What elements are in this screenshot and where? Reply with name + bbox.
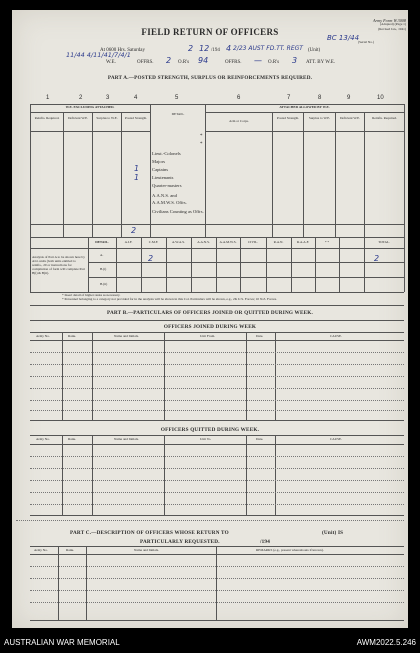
col-num-8: 8	[318, 95, 322, 101]
offrs2-value: —	[254, 56, 262, 65]
an-head-cmf: C.M.F.	[148, 240, 159, 244]
head-deficient-2: Deficient W.E.	[339, 116, 361, 120]
an-head-aans: A.A.N.S.	[197, 240, 210, 244]
serial-handwritten: BC 13/44	[327, 34, 360, 42]
ors-value: 94	[198, 56, 209, 65]
an-row-a: A.	[100, 253, 104, 257]
an-head-ran: R.A.N.	[273, 240, 284, 244]
rank-quartermasters: Quarter-masters	[152, 183, 182, 188]
col-num-10: 10	[377, 95, 384, 101]
head-reinfts-2: Reinfts. Required.	[372, 116, 397, 120]
we-excluding-heading: W.E. EXCLUDING ATTACHED.	[65, 105, 115, 109]
date-prefix: At 0600 Hrs. Saturday	[100, 48, 145, 53]
date-day: 2	[188, 44, 194, 53]
adapted-note: (Adapted) (Page 1)	[380, 22, 406, 26]
col-num-9: 9	[347, 95, 351, 101]
date-month: 12	[199, 44, 210, 53]
joined-heading: OFFICERS JOINED DURING WEEK	[163, 324, 257, 330]
part-c-heading-c: PARTICULARLY REQUESTED.	[140, 539, 220, 545]
footer-right-caption: AWM2022.5.246	[356, 638, 416, 647]
part-c-heading-a: PART C.—DESCRIPTION OF OFFICERS WHOSE RETURN TO	[70, 530, 229, 536]
offrs-value: 2	[166, 56, 172, 65]
quitted-heading: OFFICERS QUITTED DURING WEEK.	[160, 427, 260, 433]
col-num-1: 1	[46, 95, 50, 101]
part-c-col-remarks: REMARKS (e.g., present whereabouts if known).	[256, 548, 324, 552]
hand-lieutenants: 1	[134, 173, 140, 182]
year-suffix: 4	[226, 44, 232, 53]
att-label: ATT. BY W.E.	[306, 60, 336, 65]
rank-majors: Majors	[152, 159, 166, 164]
analysis-note: Analysis of Part A to be shown here by ALL units (both units entitled to reinfts., 20 or instructions for compilation of form will complete Part B(i) & B(ii).	[32, 255, 86, 275]
form-title: FIELD RETURN OF OFFICERS	[141, 27, 279, 37]
head-deficient-1: Deficient W.E.	[67, 116, 89, 120]
part-b-heading: PART B.—PARTICULARS OF OFFICERS JOINED OR QUITTED DURING WEEK.	[106, 310, 313, 316]
quitted-col-cause: CAUSE.	[330, 437, 342, 441]
col-num-5: 5	[175, 95, 179, 101]
col-num-7: 7	[287, 95, 291, 101]
an-head-raaf: R.A.A.F.	[296, 240, 310, 244]
head-posted-2: Posted Strength.	[276, 116, 300, 120]
hand-captains: 1	[134, 164, 140, 173]
head-surplus-1: Surplus to W.E.	[96, 116, 118, 120]
serial-label: (Serial No.)	[358, 40, 375, 44]
we-label: W.E.	[106, 60, 116, 65]
footnote-1: * Insert detail of higher ranks as necessary.	[62, 293, 121, 297]
revised-note: (Revised Jan., 1941)	[378, 26, 406, 31]
an-row-bii: B.(ii)	[100, 282, 108, 286]
rank-aamws: A.A.M.W.S. Offrs.	[152, 200, 187, 205]
an-head-other: * *	[324, 240, 330, 244]
head-arm-corps: Arm or Corps.	[229, 119, 249, 123]
ors2-label: O.R's	[268, 60, 280, 65]
head-posted-1: Posted Strength.	[124, 116, 148, 120]
head-detail: DETAIL.	[171, 112, 185, 116]
year-prefix: /194	[211, 48, 220, 53]
an-head-aif: A.I.F.	[124, 240, 133, 244]
rank-captains: Captains	[152, 167, 169, 172]
part-c-col-name: Name and Initials.	[134, 548, 159, 552]
quitted-col-army-no: Army No.	[36, 437, 50, 441]
attached-heading: ATTACHED ALLOWED BY W.E.	[279, 105, 330, 109]
an-head-awas: A.W.A.S.	[171, 240, 186, 244]
head-surplus-2: Surplus to W.E.	[308, 116, 331, 120]
hand-total-strength: 2	[131, 226, 137, 235]
footer-left-caption: AUSTRALIAN WAR MEMORIAL	[4, 638, 120, 647]
col-num-6: 6	[237, 95, 241, 101]
ors-label: O.R's	[178, 60, 190, 65]
an-row-bi: B.(i)	[100, 267, 107, 271]
joined-col-army-no: Army No.	[36, 334, 50, 338]
ors2-value: 3	[292, 56, 298, 65]
head-reinfts-1: Reinfts. Required.	[34, 116, 60, 120]
margin-handwritten: 11/44 4/11/41/7/4/1	[66, 51, 131, 59]
rank-aans: A.A.N.S. and	[152, 193, 177, 198]
quitted-col-rank: Rank.	[68, 437, 77, 441]
an-aif-value: 2	[148, 254, 154, 263]
footnote-2: * Personnel belonging to a category not provided for in the analysis will be shown in this Col. Particulars will be shown, e.g., 2K U.S. Forces; 10 N.Z. Forces.	[62, 297, 277, 301]
an-head-detail: DETAIL.	[95, 240, 109, 244]
joined-col-rank: Rank.	[68, 334, 77, 338]
an-head-total: TOTAL.	[378, 240, 390, 244]
joined-col-date: Date.	[256, 334, 264, 338]
col-num-4: 4	[134, 95, 138, 101]
offrs-label: OFFRS.	[137, 60, 154, 65]
asterisk-1: *	[200, 134, 203, 139]
col-num-2: 2	[79, 95, 83, 101]
an-head-aamws: A.A.M.W.S.	[219, 240, 237, 244]
an-head-civil: CIVIL.	[248, 240, 258, 244]
part-c-col-army-no: Army No.	[34, 548, 48, 552]
rank-lieutenants: Lieutenants	[152, 175, 174, 180]
quitted-col-date: Date.	[256, 437, 264, 441]
rank-lt-colonels: Lieut.-Colonels	[152, 151, 181, 156]
quitted-col-name: Name and Initials.	[114, 437, 139, 441]
part-c-heading-b: (Unit) IS	[322, 530, 344, 536]
rank-civilians: Civilians Counting as Offrs.	[152, 209, 204, 214]
army-form-number: Army Form W.3008	[373, 18, 406, 23]
unit-label: (Unit)	[308, 48, 321, 53]
offrs2-label: OFFRS.	[225, 60, 242, 65]
an-total-value: 2	[374, 254, 380, 263]
quitted-col-unit-to: Unit To.	[200, 437, 212, 441]
unit-handwritten: 2/23 AUST FD.TT. REGT	[233, 45, 303, 52]
joined-col-cause: CAUSE.	[330, 334, 342, 338]
part-c-heading-d: /194	[260, 539, 271, 545]
col-num-3: 3	[106, 95, 110, 101]
part-c-col-rank: Rank.	[66, 548, 75, 552]
asterisk-2: *	[200, 142, 203, 147]
joined-col-name: Name and Initials.	[114, 334, 139, 338]
part-a-heading: PART A.—POSTED STRENGTH, SURPLUS OR REINFORCEMENTS REQUIRED.	[107, 75, 313, 81]
joined-col-unit-from: Unit From.	[200, 334, 216, 338]
